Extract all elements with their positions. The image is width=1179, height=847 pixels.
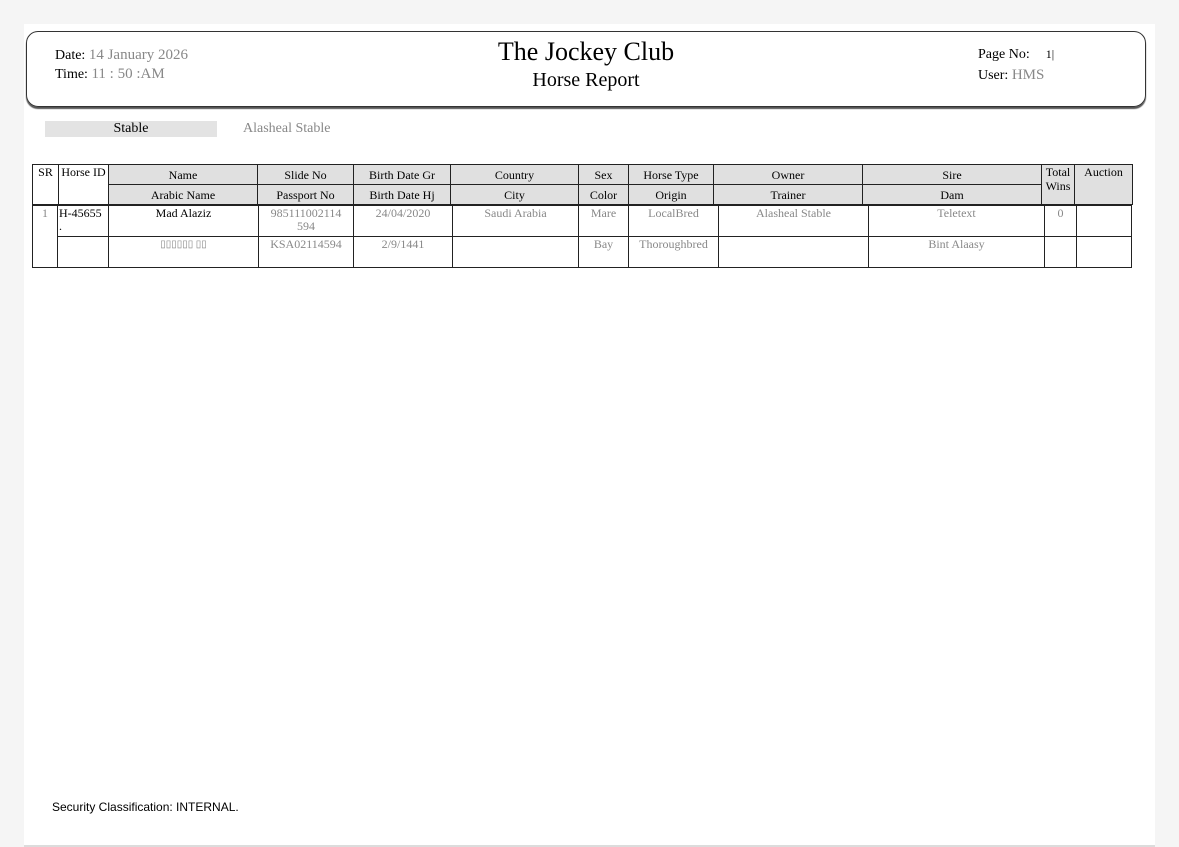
slide-no-line2: 594 (297, 219, 315, 233)
cell-passport-no: KSA02114594 (259, 237, 354, 268)
date-value: 14 January 2026 (88, 47, 188, 63)
col-country: Country (451, 165, 579, 185)
cell-sire: Teletext (869, 206, 1045, 237)
cell-city (453, 237, 579, 268)
col-name: Name (109, 165, 258, 185)
cell-horse-id-empty (58, 237, 109, 268)
table-row (33, 237, 1132, 268)
col-owner: Owner (714, 165, 863, 185)
cell-auction-empty (1077, 237, 1132, 268)
col-city: City (451, 185, 579, 205)
cell-total-wins-empty (1045, 237, 1077, 268)
cell-origin: Thoroughbred (629, 237, 719, 268)
col-auction: Auction (1075, 165, 1133, 205)
cell-dam: Bint Alaasy (869, 237, 1045, 268)
col-sr: SR (33, 165, 59, 205)
user-label: User: (978, 68, 1009, 83)
col-passport-no: Passport No (258, 185, 354, 205)
time-value: 11 : 50 :AM (91, 66, 165, 82)
cell-birth-gr: 24/04/2020 (354, 206, 453, 237)
col-trainer: Trainer (714, 185, 863, 205)
cell-slide-no (259, 206, 354, 237)
cell-trainer (719, 237, 869, 268)
security-classification: Security Classification: INTERNAL. (52, 800, 239, 814)
horse-id-text: H-45655 (59, 206, 102, 220)
cell-horse-type: LocalBred (629, 206, 719, 237)
col-birth-hj: Birth Date Hj (354, 185, 451, 205)
cell-sr: 1 (33, 206, 58, 268)
stable-label: Stable (45, 121, 217, 137)
cell-auction (1077, 206, 1132, 237)
col-sire: Sire (863, 165, 1042, 185)
cell-owner: Alasheal Stable (719, 206, 869, 237)
col-color: Color (579, 185, 629, 205)
col-dam: Dam (863, 185, 1042, 205)
cell-sex: Mare (579, 206, 629, 237)
table-row (33, 206, 1132, 237)
col-arabic-name: Arabic Name (109, 185, 258, 205)
cell-total-wins: 0 (1045, 206, 1077, 237)
horse-id-suffix: . (59, 219, 62, 233)
header-right (978, 44, 1054, 86)
col-total-wins: Total Wins (1042, 165, 1075, 205)
user-value: HMS (1011, 67, 1045, 83)
time-label: Time: (55, 67, 88, 82)
cell-color: Bay (579, 237, 629, 268)
col-slide-no: Slide No (258, 165, 354, 185)
stable-value: Alasheal Stable (243, 121, 331, 136)
report-subtitle: Horse Report (532, 69, 640, 91)
cell-country: Saudi Arabia (453, 206, 579, 237)
cell-name: Mad Alaziz (109, 206, 259, 237)
report-title: The Jockey Club (497, 37, 675, 66)
col-sex: Sex (579, 165, 629, 185)
report-page (24, 24, 1155, 847)
horse-data-table (32, 205, 1132, 268)
col-birth-gr: Birth Date Gr (354, 165, 451, 185)
cell-arabic-name: ▯▯▯▯▯▯ ▯▯ (109, 237, 259, 268)
cell-horse-id (58, 206, 109, 237)
report-header (26, 31, 1146, 107)
col-origin: Origin (629, 185, 714, 205)
cell-birth-hj: 2/9/1441 (354, 237, 453, 268)
column-header-table (32, 164, 1133, 205)
date-label: Date: (55, 48, 86, 63)
slide-no-line1: 985111002114 (270, 206, 342, 220)
page-label: Page No: (978, 47, 1030, 62)
col-horse-type: Horse Type (629, 165, 714, 185)
page-value: 1| (1045, 47, 1055, 61)
col-horse-id: Horse ID (59, 165, 109, 205)
